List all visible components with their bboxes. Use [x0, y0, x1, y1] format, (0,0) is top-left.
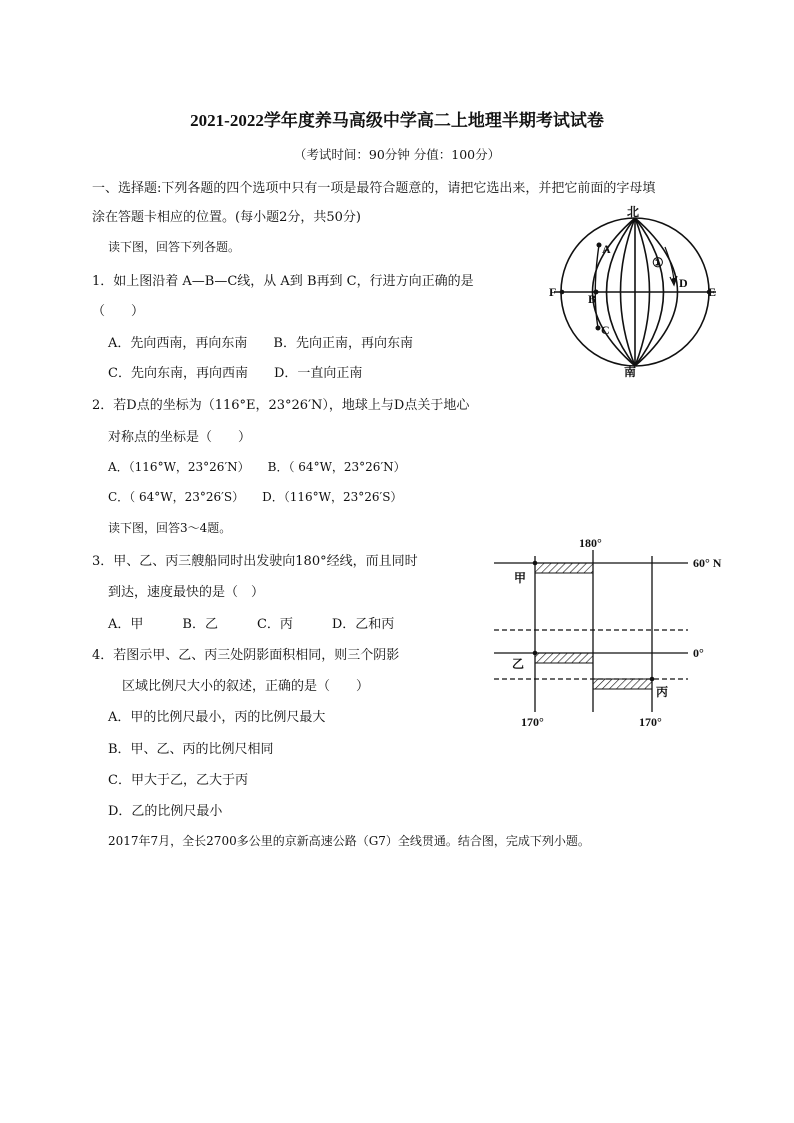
read-figure-instruction-2: 读下图，回答3～4题。 [108, 521, 232, 535]
label-north: 北 [627, 205, 640, 219]
q2-stem: 2．若D点的坐标为（116°E，23°26′N），地球上与D点关于地心 [92, 398, 470, 413]
label-b: B [588, 292, 597, 306]
q2-options-ab: A．（116°W，23°26′N） B．（ 64°W，23°26′N） [108, 460, 406, 474]
point-f [560, 290, 565, 295]
label-ship-jia: 甲 [514, 571, 527, 585]
q3-stem-cont: 到达，速度最快的是（ ） [108, 585, 265, 600]
shaded-area-jia [535, 563, 593, 573]
q1-options-ab: A．先向西南，再向东南 B．先向正南，再向东南 [108, 336, 413, 351]
q4-option-c: C．甲大于乙，乙大于丙 [108, 773, 248, 788]
label-south: 南 [624, 365, 637, 379]
shaded-area-bing [593, 679, 652, 689]
section-intro-line2: 涂在答题卡相应的位置。(每小题2分，共50分) [92, 210, 361, 225]
ship-point-bing [650, 677, 655, 682]
q2-options-cd: C．（ 64°W，23°26′S） D．（116°W，23°26′S） [108, 490, 403, 504]
q4-option-b: B．甲、乙、丙的比例尺相同 [108, 742, 274, 757]
label-lat-0: 0° [693, 646, 704, 660]
exam-info: （考试时间：90分钟 分值：100分） [293, 147, 501, 162]
ship-point-yi [533, 651, 538, 656]
label-lon-170-left: 170° [521, 715, 544, 729]
label-lon-180: 180° [579, 536, 602, 550]
label-f: F [549, 285, 557, 299]
label-lat-60n: 60° N [693, 556, 722, 570]
label-lon-170-right: 170° [639, 715, 662, 729]
label-d: D [679, 276, 688, 290]
label-ship-bing: 丙 [656, 685, 669, 699]
section-intro-line1: 一、选择题:下列各题的四个选项中只有一项是最符合题意的，请把它选出来，并把它前面的字母填 [92, 181, 656, 196]
ship-point-jia [533, 561, 538, 566]
shaded-area-yi [535, 653, 593, 663]
label-e: E [708, 285, 717, 299]
label-circled-1: ① [652, 255, 664, 270]
q4-option-a: A．甲的比例尺最小，丙的比例尺最大 [108, 710, 326, 725]
page-title: 2021-2022学年度养马高级中学高二上地理半期考试试卷 [190, 111, 604, 130]
point-d [672, 278, 677, 283]
q2-stem-cont: 对称点的坐标是（ ） [108, 430, 252, 445]
read-figure-instruction-1: 读下图，回答下列各题。 [108, 240, 241, 254]
q1-stem: 1．如上图沿着 A—B—C线，从 A到 B再到 C，行进方向正确的是 [92, 274, 474, 289]
point-a [597, 243, 602, 248]
latlon-grid-figure [490, 532, 740, 732]
globe-figure [540, 205, 730, 380]
q4-option-d: D．乙的比例尺最小 [108, 804, 223, 819]
label-c: C [601, 323, 610, 337]
label-ship-yi: 乙 [512, 657, 525, 671]
q1-paren: （ ） [92, 304, 145, 319]
q4-stem: 4．若图示甲、乙、丙三处阴影面积相同，则三个阴影 [92, 648, 400, 663]
q1-options-cd: C．先向东南，再向西南 D．一直向正南 [108, 366, 363, 381]
q3-options: A．甲 B．乙 C．丙 D．乙和丙 [108, 617, 395, 632]
point-c [596, 326, 601, 331]
g7-intro-text: 2017年7月，全长2700多公里的京新高速公路（G7）全线贯通。结合图，完成下列小题。 [108, 834, 590, 848]
label-a: A [602, 242, 611, 256]
q4-stem-cont: 区域比例尺大小的叙述，正确的是（ ） [122, 679, 370, 694]
q3-stem: 3．甲、乙、丙三艘船同时出发驶向180°经线，而且同时 [92, 554, 418, 569]
